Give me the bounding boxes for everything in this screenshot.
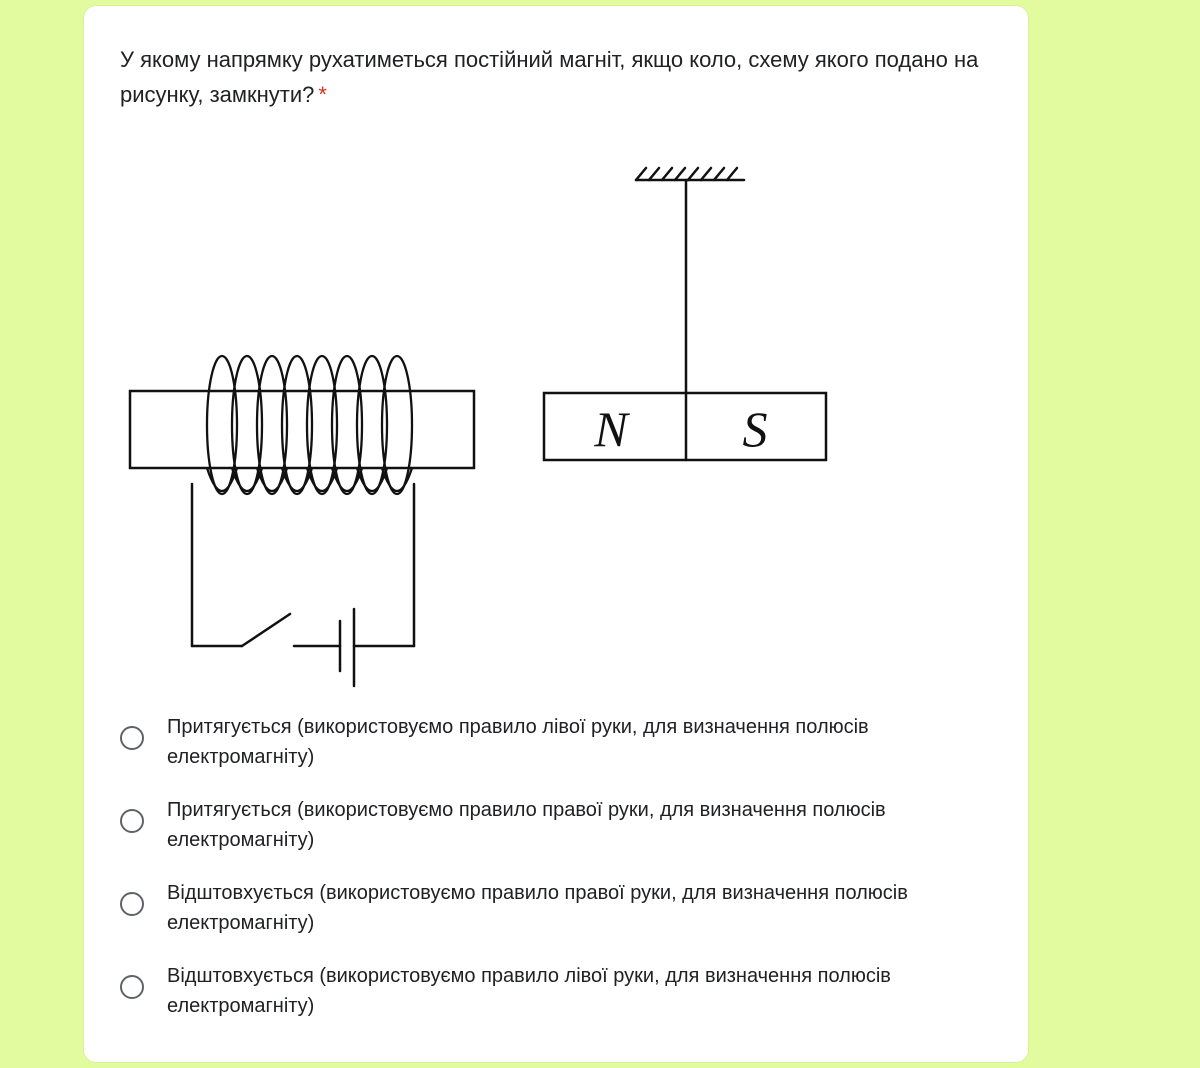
option-label: Притягується (використовуємо правило лівої руки, для визначення полюсів електромагніту) [167, 716, 869, 768]
magnet-south-label: S [742, 401, 768, 457]
option-2[interactable] [118, 789, 998, 872]
option-3[interactable] [118, 872, 998, 955]
ceiling-hatch [636, 168, 737, 180]
radio-button[interactable] [120, 726, 144, 750]
answer-options [118, 706, 998, 1038]
required-asterisk: * [318, 82, 327, 107]
radio-button[interactable] [120, 892, 144, 916]
option-label: Притягується (використовуємо правило правої руки, для визначення полюсів електромагніту) [167, 799, 886, 851]
switch-blade [242, 614, 290, 646]
question-text: У якому напрямку рухатиметься постійний магніт, якщо коло, схему якого подано на рисунку, замкнути? [120, 47, 979, 107]
radio-button[interactable] [120, 975, 144, 999]
radio-button[interactable] [120, 809, 144, 833]
circuit-diagram [84, 6, 1028, 706]
option-4[interactable] [118, 955, 998, 1038]
option-label: Відштовхується (використовуємо правило правої руки, для визначення полюсів електромагніту) [167, 882, 908, 934]
option-label: Відштовхується (використовуємо правило лівої руки, для визначення полюсів електромагніту) [167, 965, 891, 1017]
question-card [84, 6, 1028, 1062]
electromagnet-core [130, 391, 474, 468]
option-1[interactable] [118, 706, 998, 789]
magnet-north-label: N [594, 401, 628, 457]
